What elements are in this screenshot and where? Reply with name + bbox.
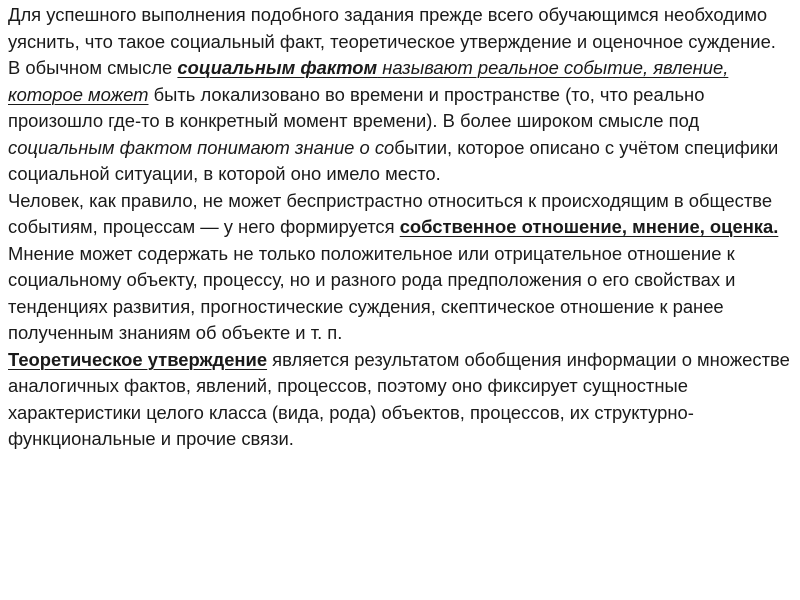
opinion-lead: Человек, как правило, не может беспристрастно относиться к происходящим в обществе событиям, процессам — у него формируется xyxy=(8,189,773,237)
intro-text: Для успешного выполнения подобного задания прежде всего обучающимся необходимо уяснить, что такое социальный факт, теоретическое утверждение и оценочное суждение. xyxy=(8,4,776,52)
slide-text xyxy=(8,2,794,453)
social-fact-broad: бытии, которое описано с учётом специфики социальной ситуации, в которой оно имело место. xyxy=(8,136,779,184)
paragraph-intro xyxy=(8,2,794,55)
term-opinion: собственное отношение, мнение, оценка. xyxy=(399,216,779,237)
social-fact-definition: быть локализовано во времени и пространстве (то, что реально произошло где-то в конкретный момент времени). В более широком смысле под xyxy=(8,83,705,131)
theory-text: является результатом обобщения информации о множестве аналогичных фактов, явлений, процессов, поэтому оно фиксирует сущностные характеристики целого класса (вида, рода) объектов, процессов, их структурно-функциональные и прочие связи. xyxy=(8,348,790,449)
social-fact-broad-italic: социальным фактом понимают знание о со xyxy=(8,136,395,158)
paragraph-social-fact xyxy=(8,55,794,188)
term-social-fact: социальным фактом xyxy=(177,57,378,78)
social-fact-definition-italic: называют реальное событие, явление, которое может xyxy=(8,57,729,105)
paragraph-theory xyxy=(8,347,794,453)
paragraph-opinion xyxy=(8,188,794,347)
term-theoretical-statement: Теоретическое утверждение xyxy=(8,348,268,370)
social-fact-lead: В обычном смысле xyxy=(8,57,178,78)
opinion-text: Мнение может содержать не только положительное или отрицательное отношение к социальному объекту, процессу, но и разного рода предположения о его свойствах и тенденциях развития, прогностические суждения, скептическое отношение к ранее полученным знаниям об объекте и т. п. xyxy=(8,242,736,343)
